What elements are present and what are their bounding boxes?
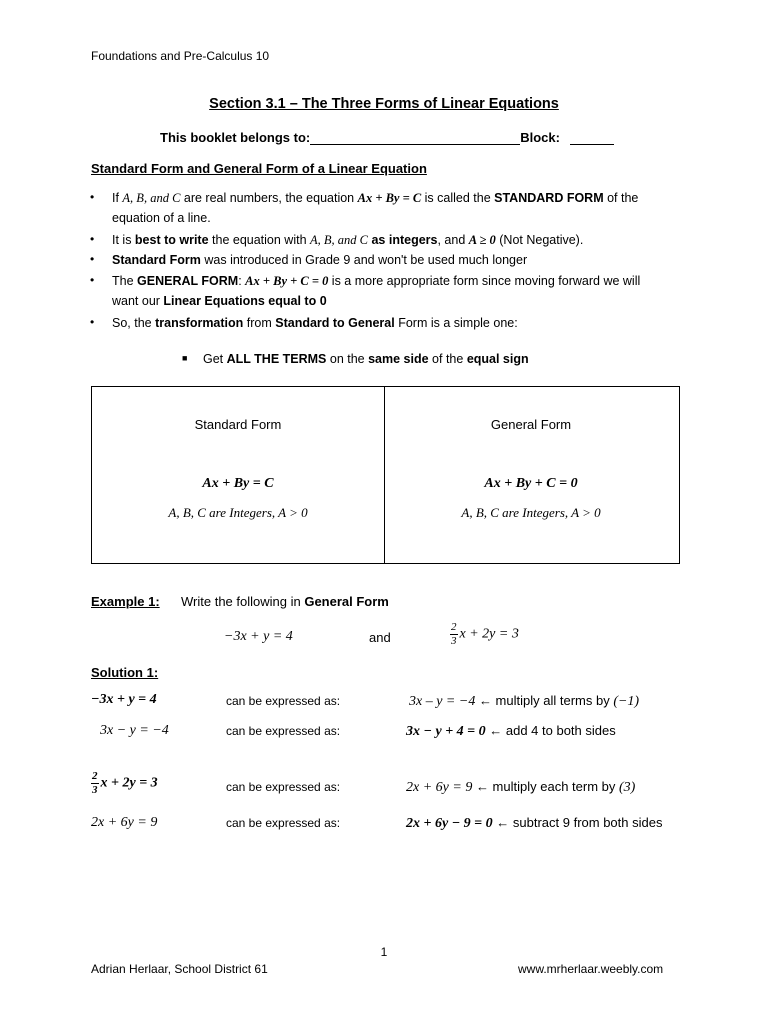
page-title: Section 3.1 – The Three Forms of Linear Equations [209,96,559,112]
general-form-equation: Ax + By + C = 0 [484,476,578,491]
general-form-note: A, B, C are Integers, A > 0 [461,505,601,520]
expressed-as-label: can be expressed as: [226,780,341,794]
solution-row-4-left: 2x + 6y = 9 [91,815,158,830]
standard-form-heading: Standard Form [194,417,282,432]
table-divider [384,387,385,563]
booklet-belongs-label: This booklet belongs to: [160,130,311,145]
footer-website-link[interactable]: www.mrherlaar.weebly.com [518,962,664,976]
solution-row-3-left: $\frac{2}{3}$ x + 2y = 3 [92,770,158,796]
block-field[interactable] [570,130,614,145]
fraction: $\frac{2}{3}$ [451,621,457,647]
solution-label: Solution 1: [91,665,159,680]
solution-row-2-right: 3x − y + 4 = 0 ← add 4 to both sides [406,723,616,739]
solution-row-1-left: −3x + y = 4 [91,692,157,707]
bullet-dot: • [90,315,95,329]
bullet-dot: • [90,252,95,266]
example-equation-2: $\frac{2}{3}$ x + 2y = 3 [451,621,519,647]
example-and: and [369,630,391,645]
example-instruction: Write the following in General Form [181,594,389,609]
sub-bullet-all-terms: Get ALL THE TERMS on the same side of the equal sign [203,352,529,366]
solution-row-3-right: 2x + 6y = 9 ← multiply each term by (3) [406,779,636,795]
page-number: 1 [380,945,388,959]
sub-bullet-square: ■ [182,353,188,363]
standard-form-note: A, B, C are Integers, A > 0 [168,505,308,520]
standard-form-equation: Ax + By = C [202,476,274,491]
bullet-dot: • [90,190,95,204]
bullet-transformation: So, the transformation from Standard to General Form is a simple one: [112,316,518,330]
general-form-heading: General Form [490,417,572,432]
bullet-dot: • [90,273,95,287]
forms-table [91,386,680,564]
expressed-as-label: can be expressed as: [226,724,341,738]
footer-author: Adrian Herlaar, School District 61 [91,962,268,976]
fraction: $\frac{2}{3}$ [92,770,98,796]
expressed-as-label: can be expressed as: [226,694,341,708]
bullet-best-to-write: It is best to write the equation with A, B, and C as integers, and A ≥ 0 (Not Negative). [112,233,584,247]
bullet-grade-9: Standard Form was introduced in Grade 9 and won't be used much longer [112,253,528,267]
example-equation-1: −3x + y = 4 [224,629,293,644]
bullet-dot: • [90,232,95,246]
example-label: Example 1: [91,594,160,609]
booklet-owner-line [160,130,614,145]
course-header: Foundations and Pre-Calculus 10 [91,49,270,63]
section-heading: Standard Form and General Form of a Linear Equation [91,161,427,176]
solution-row-4-right: 2x + 6y − 9 = 0 ← subtract 9 from both sides [406,815,663,831]
block-label: Block: [520,130,560,145]
solution-row-1-right: 3x – y = −4 ← multiply all terms by (−1) [409,693,640,709]
solution-row-2-left: 3x − y = −4 [100,723,169,738]
bullet-general-form: The GENERAL FORM: Ax + By + C = 0 is a more appropriate form since moving forward we will want our Linear Equations equal to 0 [112,274,641,308]
name-field[interactable] [310,130,520,145]
bullet-standard-form: If A, B, and C are real numbers, the equation Ax + By = C is called the STANDARD FORM of the equation of a line. [112,191,639,225]
expressed-as-label: can be expressed as: [226,816,341,830]
